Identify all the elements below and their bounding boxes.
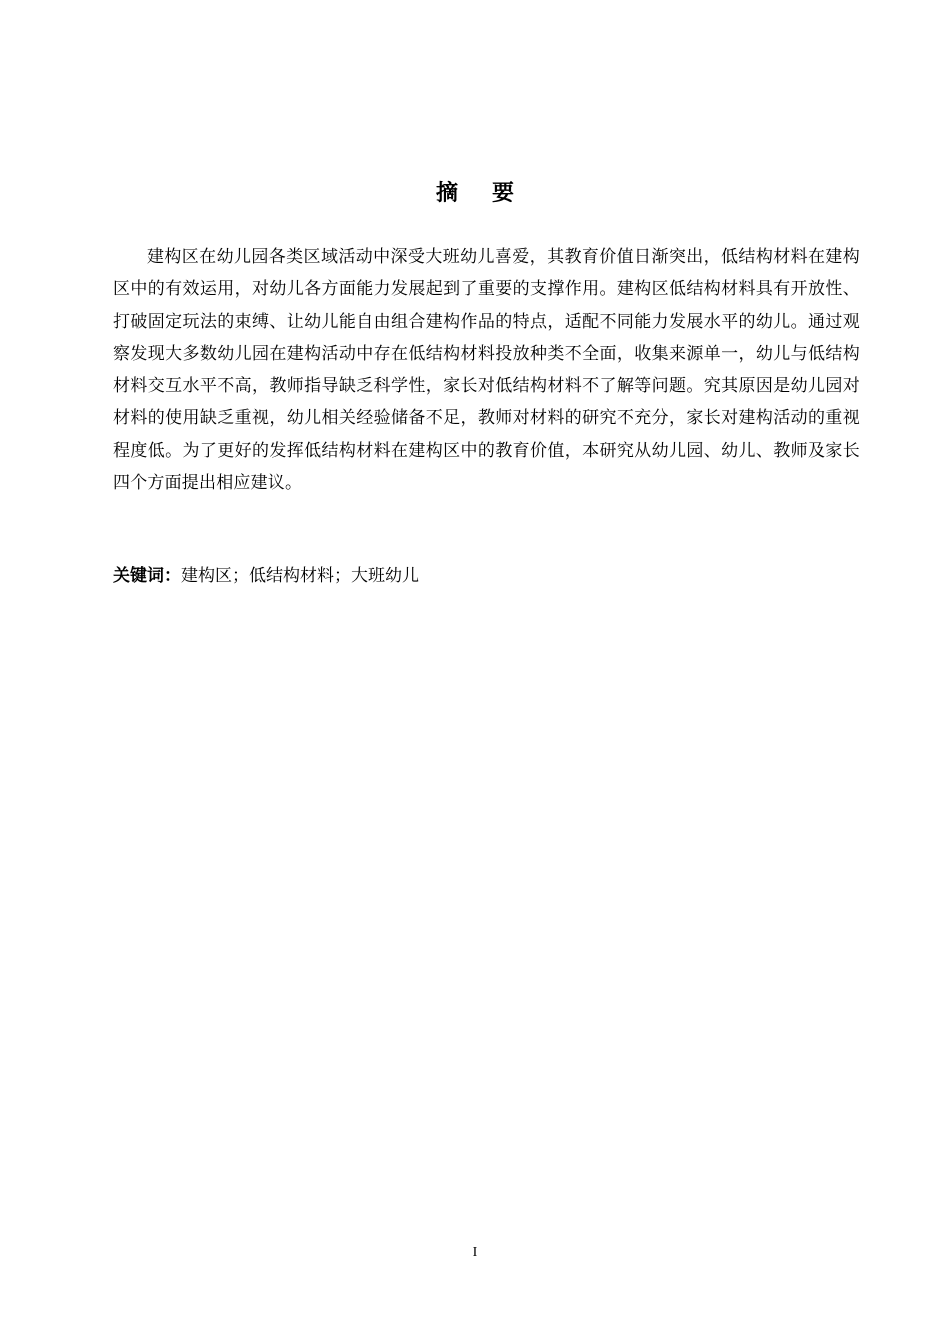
abstract-body: 建构区在幼儿园各类区域活动中深受大班幼儿喜爱，其教育价值日渐突出，低结构材料在建构区中的有效运用，对幼儿各方面能力发展起到了重要的支撑作用。建构区低结构材料具有开放性、打破固定玩法的束缚、让幼儿能自由组合建构作品的特点，适配不同能力发展水平的幼儿。通过观察发现大多数幼儿园在建构活动中存在低结构材料投放种类不全面，收集来源单一，幼儿与低结构材料交互水平不高，教师指导缺乏科学性，家长对低结构材料不了解等问题。究其原因是幼儿园对材料的使用缺乏重视，幼儿相关经验储备不足，教师对材料的研究不充分，家长对建构活动的重视程度低。为了更好的发挥低结构材料在建构区中的教育价值，本研究从幼儿园、幼儿、教师及家长四个方面提出相应建议。 bbox=[113, 247, 860, 494]
keywords-line bbox=[113, 560, 860, 592]
keywords-label: 关键词： bbox=[113, 566, 181, 586]
keywords-text: 建构区；低结构材料；大班幼儿 bbox=[181, 566, 419, 586]
abstract-title: 摘要 bbox=[435, 181, 548, 206]
page-number: I bbox=[472, 1245, 478, 1260]
